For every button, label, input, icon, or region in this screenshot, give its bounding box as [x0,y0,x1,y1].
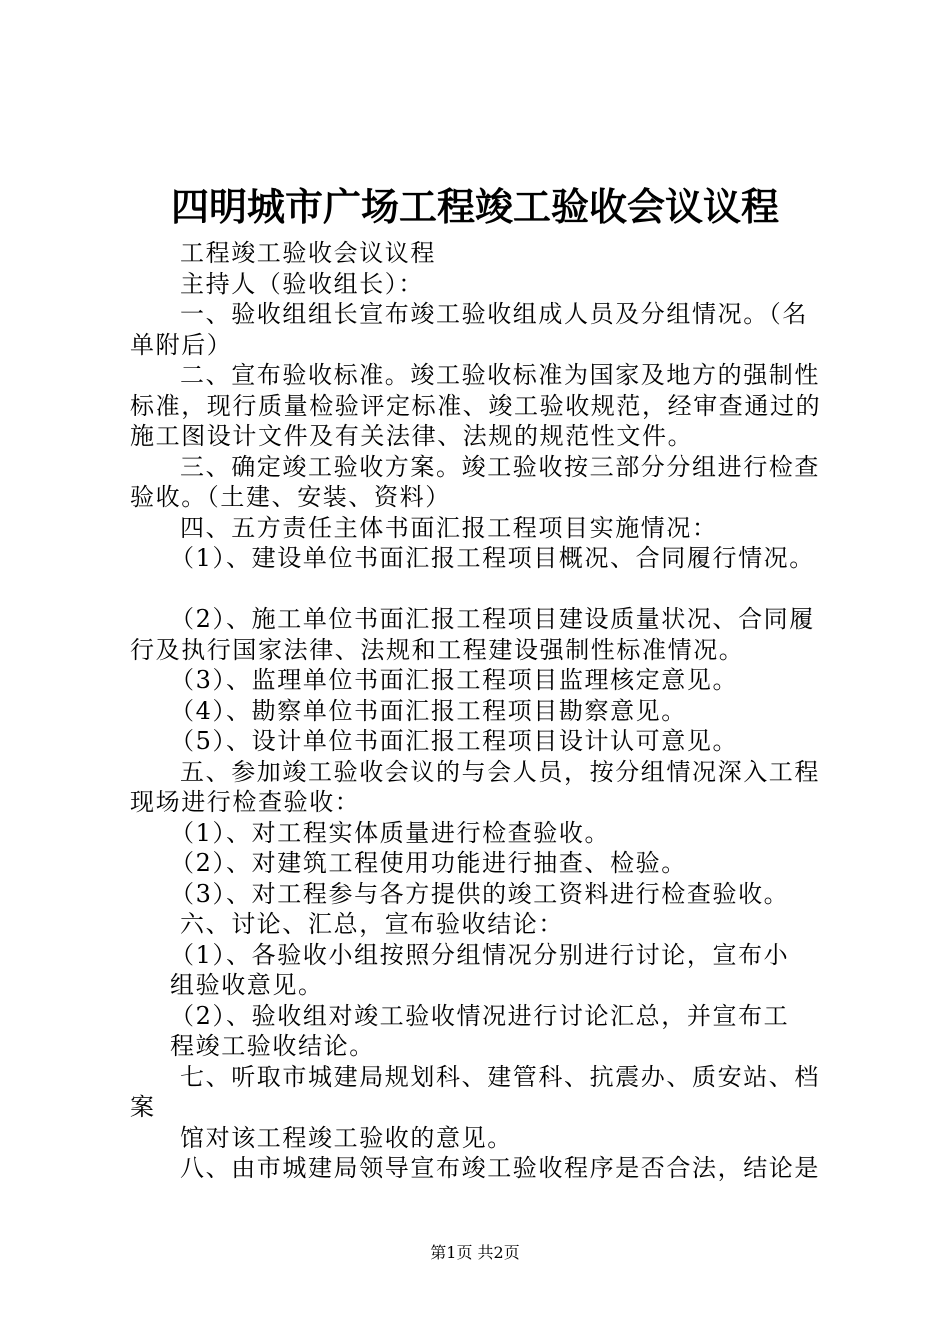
paragraph-line: 馆对该工程竣工验收的意见。 [180,1123,513,1152]
paragraph-line: （3）、对工程参与各方提供的竣工资料进行检查验收。 [170,879,790,908]
paragraph-line: 八、由市城建局领导宣布竣工验收程序是否合法，结论是 [180,1154,820,1182]
paragraph-line: （2）、对建筑工程使用功能进行抽查、检验。 [170,849,687,877]
paragraph-line: 验收。（土建、安装、资料） [130,483,451,511]
paragraph-line: 行及执行国家法律、法规和工程建设强制性标准情况。 [130,635,745,664]
paragraph-line: 主持人（验收组长）： [180,269,424,298]
paragraph-line: 标准，现行质量检验评定标准、竣工验收规范，经审查通过的 [130,391,822,420]
paragraph-line: （3）、监理单位书面汇报工程项目监理核定意见。 [170,666,739,694]
paragraph-line: 单附后） [130,330,233,359]
paragraph-line: 案 [130,1093,156,1121]
paragraph-line: 五、参加竣工验收会议的与会人员，按分组情况深入工程 [180,757,820,786]
blank-line [130,574,850,605]
paragraph-line: 程竣工验收结论。 [170,1032,375,1060]
paragraph-line: 工程竣工验收会议议程 [180,239,436,267]
paragraph-line: 施工图设计文件及有关法律、法规的规范性文件。 [130,422,694,450]
paragraph-line: （2）、验收组对竣工验收情况进行讨论汇总，并宣布工 [170,1001,790,1030]
paragraph-line: 现场进行检查验收： [130,788,361,816]
paragraph-line: 一、验收组组长宣布竣工验收组成人员及分组情况。（名 [180,300,808,328]
paragraph-line: 三、确定竣工验收方案。竣工验收按三部分分组进行检查 [180,452,820,481]
paragraph-line: （1）、建设单位书面汇报工程项目概况、合同履行情况。 [170,544,815,572]
paragraph-line: 四、五方责任主体书面汇报工程项目实施情况： [180,513,718,542]
paragraph-line: （2）、施工单位书面汇报工程项目建设质量状况、合同履 [170,605,815,633]
paragraph-line: 二、宣布验收标准。竣工验收标准为国家及地方的强制性 [180,361,820,389]
paragraph-line: 组验收意见。 [170,971,324,999]
document-body [130,238,850,1184]
paragraph-line: （4）、勘察单位书面汇报工程项目勘察意见。 [170,696,687,725]
paragraph-line: 七、听取市城建局规划科、建管科、抗震办、质安站、档 [180,1062,820,1091]
paragraph-line: （1）、各验收小组按照分组情况分别进行讨论，宣布小 [170,940,790,969]
paragraph-line: 六、讨论、汇总，宣布验收结论： [180,910,564,938]
document-title: 四明城市广场工程竣工验收会议议程 [170,184,779,229]
page-footer: 第1页 共2页 [430,1243,520,1262]
paragraph-line: （1）、对工程实体质量进行检查验收。 [170,818,611,847]
paragraph-line: （5）、设计单位书面汇报工程项目设计认可意见。 [170,727,739,755]
